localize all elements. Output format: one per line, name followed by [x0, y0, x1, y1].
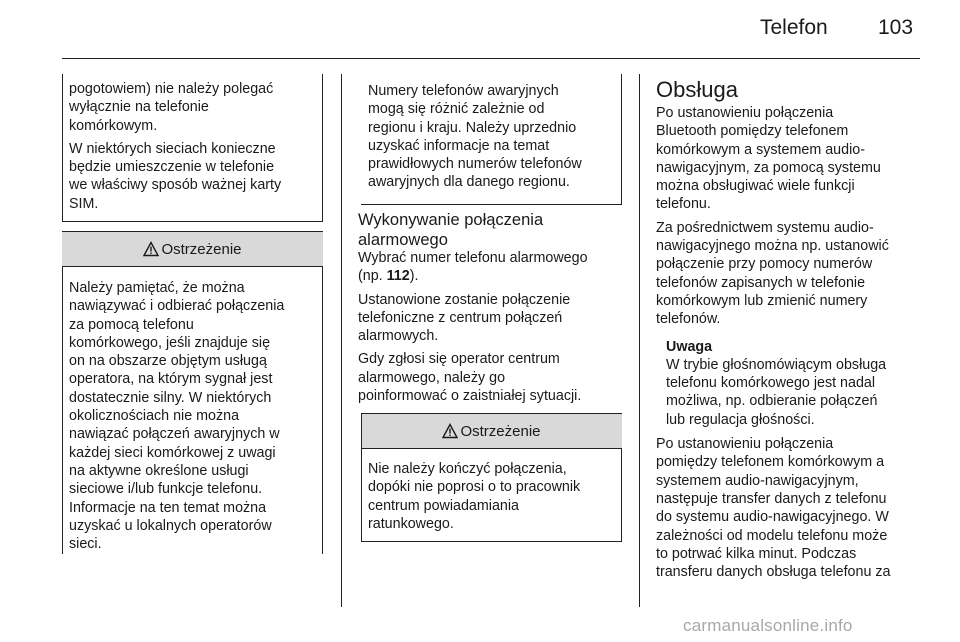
col2-box-body: Numery telefonów awaryjnych mogą się różnić zależnie od regionu i kraju. Należy uprzednio uzyskać informacje na temat prawidłowych numerów telefonów awaryjnych dla danego regionu.	[368, 83, 582, 191]
column-rule-mid-1-lower	[322, 232, 323, 554]
col1-warning-body: Należy pamiętać, że można nawiązywać i odbierać połączenia za pomocą telefonu komórkowego, jeśli znajduje się on na obszarze objętym usługą operatora, na którym sygnał jest dostatecznie silny. W niektórych okolicznościach nie można nawiązać połączeń awaryjnych w każdej sieci komórkowej z uwagi na aktywne określone usługi sieciowe i/lub funkcje telefonu. Informacje na ten temat można uzyskać u lokalnych operatorów sieci.	[69, 280, 285, 553]
emergency-number: 112	[386, 268, 410, 285]
note-label: Uwaga	[666, 338, 713, 355]
warning-icon	[143, 241, 159, 257]
col3-paragraph-2: Za pośrednictwem systemu audio- nawigacyjnego można np. ustanowić połączenie przy pomocy numerów telefonów zapisanych w telefonie komórkowym lub zmienić numery telefonów.	[656, 219, 889, 328]
col1-paragraph-2: W niektórych sieciach konieczne będzie umieszczenie w telefonie we właściwy sposób ważnej karty SIM.	[69, 140, 282, 212]
page-number: 103	[878, 16, 914, 39]
col2-section	[358, 210, 620, 410]
column-1	[69, 80, 317, 218]
col2-warning-left-rule	[361, 413, 362, 541]
column-rule-mid-1	[322, 74, 323, 222]
warning-icon	[442, 423, 458, 439]
section-heading-operation: Obsługa	[656, 77, 738, 102]
col2-paragraph-2: Ustanowione zostanie połączenie telefoniczne z centrum połączeń alarmowych.	[358, 291, 571, 345]
col2-paragraph-1: Wybrać numer telefonu alarmowego (np. 112).	[358, 250, 588, 285]
col2-warning-body: Nie należy kończyć połączenia, dopóki nie poprosi o to pracownik centrum powiadamiania ratunkowego.	[368, 461, 581, 532]
warning-label: Ostrzeżenie	[460, 422, 541, 440]
running-header-title: Telefon	[760, 16, 828, 39]
col1-paragraph-1: pogotowiem) nie należy polegać wyłącznie na telefonie komórkowym.	[69, 81, 274, 134]
col2-warning-bottom	[361, 541, 622, 542]
warning-label: Ostrzeżenie	[161, 240, 242, 258]
col3-note: Uwaga W trybie głośnomówiącym obsługa telefonu komórkowego jest nadal możliwa, np. odbieranie połączeń lub regulacja głośności.	[656, 338, 926, 429]
header-rule	[62, 58, 920, 59]
column-rule-left-lower	[62, 232, 63, 554]
col2-paragraph-3: Gdy zgłosi się operator centrum alarmowego, należy go poinformować o zaistniałej sytuacji.	[358, 351, 582, 405]
column-rule-left	[62, 74, 63, 222]
watermark: carmanualsonline.info	[683, 616, 853, 635]
col2-warning-header	[361, 413, 622, 449]
col1-box-bottom	[62, 221, 323, 222]
section-heading-emergency-call: Wykonywanie połączenia alarmowego	[358, 211, 544, 249]
column-rule-mid-3	[621, 74, 622, 204]
col3-paragraph-1: Po ustanowieniu połączenia Bluetooth pomiędzy telefonem komórkowym a systemem audio- nawigacyjnym, za pomocą systemu można obsługiwać wiele funkcji telefonu.	[656, 105, 881, 213]
col3-paragraph-3: Po ustanowieniu połączenia pomiędzy telefonem komórkowym a systemem audio-nawigacyjnym, następuje transfer danych z telefonu do systemu audio-nawigacyjnego. W zależności od modelu telefonu może to potrwać kilka minut. Podczas transferu danych obsługa telefonu za	[656, 436, 891, 581]
col2-box-bottom	[361, 204, 622, 205]
col1-warning-header	[62, 231, 323, 267]
column-3	[656, 78, 926, 586]
column-rule-mid-2	[341, 74, 342, 607]
column-rule-right	[639, 74, 640, 607]
